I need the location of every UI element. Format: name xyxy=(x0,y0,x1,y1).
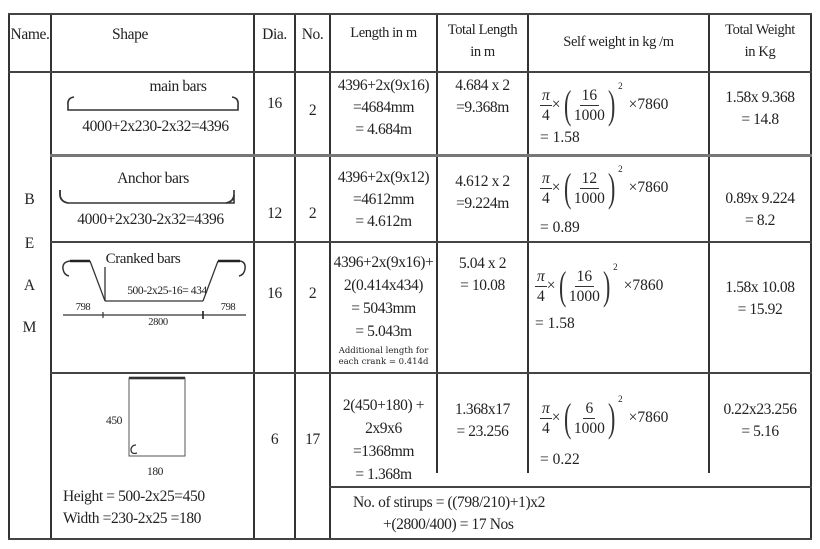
member-letter: A xyxy=(23,277,36,294)
note-line: +(2800/400) = 17 Nos xyxy=(383,516,514,533)
length-line: 2(450+180) + xyxy=(342,397,425,414)
denominator: 4 xyxy=(542,106,550,124)
total-weight-line: = 5.16 xyxy=(741,423,779,440)
total-weight-value xyxy=(709,188,811,232)
length-line: = 4.684m xyxy=(355,121,412,138)
no-value: 17 xyxy=(305,431,320,448)
length-line: =4612mm xyxy=(352,191,415,208)
numerator: 12 xyxy=(581,169,598,187)
total-weight-line: 0.22x23.256 xyxy=(723,401,797,418)
note-line: each crank = 0.414d xyxy=(338,357,429,367)
anchor-bar-shape-icon xyxy=(58,190,243,210)
stirrup-height-label: 450 xyxy=(105,415,123,427)
pi-symbol: π xyxy=(537,267,545,285)
length-line: =1368mm xyxy=(352,443,415,460)
self-weight-formula: $\frac{\pi}{4}$ × ( $\frac{12}{1000}$ ) 2 ×7860 xyxy=(542,164,669,210)
total-weight-line: 1.58x 10.08 xyxy=(725,279,795,296)
header-total-weight xyxy=(709,15,811,67)
border xyxy=(8,71,812,73)
shape-title: Anchor bars xyxy=(117,170,189,187)
length-line: = 1.368m xyxy=(355,466,412,483)
header-no xyxy=(295,13,330,57)
length-value xyxy=(330,75,437,141)
shape-title: Cranked bars xyxy=(105,251,181,267)
denominator: 4 xyxy=(542,419,550,437)
dia-value: 16 xyxy=(267,285,282,302)
pi-symbol: π xyxy=(542,399,550,417)
header-self-weight xyxy=(528,13,709,71)
total-length-value xyxy=(437,171,528,215)
multiplier: ×7860 xyxy=(628,409,669,426)
shape-calc: 4000+2x230-2x32=4396 xyxy=(82,118,229,135)
dim-middle: 2800 xyxy=(148,317,168,328)
length-line: 4396+2x(9x16) xyxy=(337,77,430,94)
crank-height-label: 500-2x25-16= 434 xyxy=(127,285,207,297)
self-weight-result: = 1.58 xyxy=(535,315,575,332)
length-line: = 5.043m xyxy=(355,323,412,340)
header-length xyxy=(330,13,437,53)
header-label: in m xyxy=(470,44,495,60)
total-weight-value xyxy=(709,399,811,443)
length-value xyxy=(330,167,437,233)
total-length-line: 4.612 x 2 xyxy=(455,173,510,190)
total-length-line: 1.368x17 xyxy=(455,401,510,418)
header-dia xyxy=(254,13,295,57)
no-value: 2 xyxy=(308,205,317,222)
length-line: 2(0.414x434) xyxy=(343,277,424,294)
exponent: 2 xyxy=(618,164,623,174)
calc-line: Width =230-2x25 =180 xyxy=(63,510,202,527)
total-length-line: 4.684 x 2 xyxy=(455,77,510,94)
pi-symbol: π xyxy=(542,169,550,187)
denominator: 1000 xyxy=(573,419,605,437)
header-label: Dia. xyxy=(262,26,287,43)
member-letter: E xyxy=(24,235,35,252)
header-shape xyxy=(50,13,210,57)
bar-bending-schedule-table xyxy=(8,13,812,540)
header-label: in Kg xyxy=(744,44,776,60)
total-length-value xyxy=(437,75,528,119)
dia-value: 16 xyxy=(267,95,282,112)
member-letter: B xyxy=(24,191,35,208)
border xyxy=(50,154,812,157)
exponent: 2 xyxy=(613,262,618,272)
stirrup-width-label: 180 xyxy=(146,466,164,478)
stirrup-shape-icon xyxy=(128,377,188,459)
numerator: 6 xyxy=(585,399,594,417)
border xyxy=(50,241,812,243)
total-weight-line: 0.89x 9.224 xyxy=(725,190,795,207)
self-weight-result: = 0.22 xyxy=(540,451,580,468)
total-weight-line: = 15.92 xyxy=(737,301,783,318)
length-value xyxy=(330,394,437,486)
total-length-line: =9.224m xyxy=(456,195,509,212)
header-label: Total Weight xyxy=(725,22,795,38)
length-line: 2x9x6 xyxy=(365,420,402,437)
dim-right: 798 xyxy=(220,302,236,313)
multiplier: ×7860 xyxy=(623,277,664,294)
denominator: 4 xyxy=(537,287,545,305)
total-weight-line: = 8.2 xyxy=(745,212,775,229)
header-total-length xyxy=(437,15,528,67)
member-letter: M xyxy=(22,319,37,336)
length-line: = 4.612m xyxy=(355,213,412,230)
shape-calc xyxy=(63,486,253,530)
border xyxy=(50,372,812,374)
multiplier: ×7860 xyxy=(628,96,669,113)
length-line: = 5043mm xyxy=(351,300,416,317)
numerator: 16 xyxy=(581,86,598,104)
length-note xyxy=(330,346,437,368)
denominator: 1000 xyxy=(568,287,600,305)
total-length-value xyxy=(437,253,528,297)
main-bar-shape-icon xyxy=(66,97,246,117)
header-label: Total Length xyxy=(447,22,518,38)
total-weight-value xyxy=(709,87,811,131)
total-length-line: = 23.256 xyxy=(456,423,509,440)
dia-value: 6 xyxy=(270,431,279,448)
denominator: 4 xyxy=(542,189,550,207)
self-weight-formula: $\frac{\pi}{4}$ × ( $\frac{6}{1000}$ ) 2 ×7860 xyxy=(542,394,669,440)
stirrups-count-note xyxy=(353,492,653,536)
dia-value: 12 xyxy=(267,205,282,222)
total-weight-line: = 14.8 xyxy=(741,111,779,128)
no-value: 2 xyxy=(308,102,317,119)
self-weight-formula: $\frac{\pi}{4}$ × ( $\frac{16}{1000}$ ) 2 ×7860 xyxy=(542,81,669,127)
length-value xyxy=(330,251,437,343)
length-line: =4684mm xyxy=(352,99,415,116)
multiplier: ×7860 xyxy=(628,179,669,196)
total-length-line: =9.368m xyxy=(456,99,509,116)
header-name xyxy=(8,13,52,57)
header-label: Length in m xyxy=(350,25,417,41)
total-length-value xyxy=(437,399,528,443)
pi-symbol: π xyxy=(542,86,550,104)
dim-left: 798 xyxy=(75,302,91,313)
note-line: No. of stirups = ((798/210)+1)x2 xyxy=(353,494,545,511)
numerator: 16 xyxy=(576,267,593,285)
length-line: 4396+2x(9x12) xyxy=(337,169,430,186)
exponent: 2 xyxy=(618,81,623,91)
exponent: 2 xyxy=(618,394,623,404)
self-weight-result: = 1.58 xyxy=(540,129,580,146)
note-line: Additional length for xyxy=(338,346,429,356)
header-label: Shape xyxy=(112,26,148,43)
total-length-line: 5.04 x 2 xyxy=(458,255,507,272)
border xyxy=(329,486,812,488)
self-weight-result: = 0.89 xyxy=(540,219,580,236)
no-value: 2 xyxy=(308,285,317,302)
denominator: 1000 xyxy=(573,189,605,207)
denominator: 1000 xyxy=(573,106,605,124)
header-label: Self weight in kg /m xyxy=(563,34,674,50)
total-length-line: = 10.08 xyxy=(460,277,505,294)
total-weight-line: 1.58x 9.368 xyxy=(725,89,795,106)
total-weight-value xyxy=(709,277,811,321)
header-label: No. xyxy=(301,26,324,43)
border xyxy=(8,538,812,540)
self-weight-formula: $\frac{\pi}{4}$ × ( $\frac{16}{1000}$ ) 2 ×7860 xyxy=(537,262,664,308)
calc-line: Height = 500-2x25=450 xyxy=(63,488,205,505)
shape-calc: 4000+2x230-2x32=4396 xyxy=(77,211,224,228)
length-line: 4396+2x(9x16)+ xyxy=(333,254,434,271)
shape-title: main bars xyxy=(149,78,207,95)
header-label: Name. xyxy=(10,26,50,43)
